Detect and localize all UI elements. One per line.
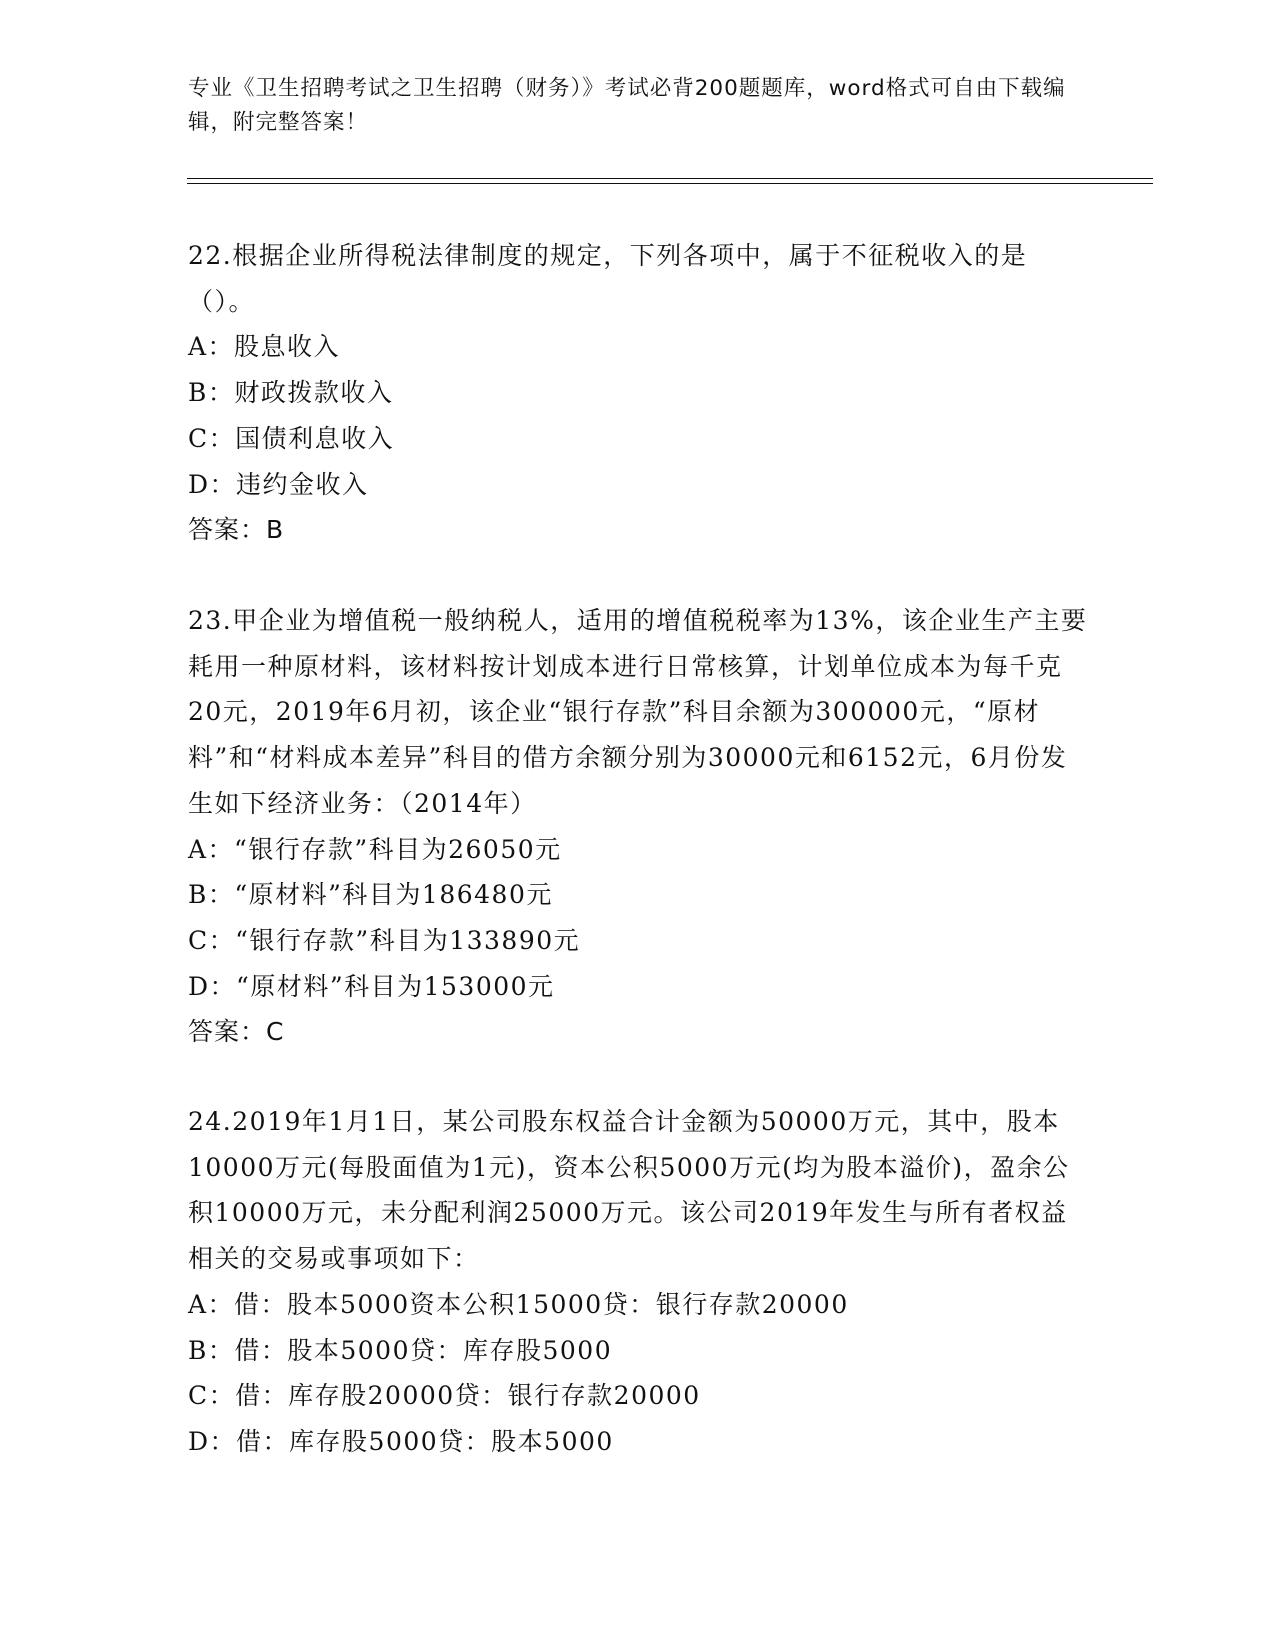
option-a: A：“银行存款”科目为26050元 (188, 834, 562, 864)
question-24 (188, 1099, 1088, 1465)
answer-line: 答案：C (188, 1017, 285, 1047)
option-c: C：借：库存股20000贷：银行存款20000 (188, 1381, 701, 1411)
option-d: D：“原材料”科目为153000元 (188, 971, 555, 1001)
option-d: D：违约金收入 (188, 469, 369, 499)
question-stem: 24.2019年1月1日，某公司股东权益合计金额为50000万元，其中，股本10000万元(每股面值为1元)，资本公积5000万元(均为股本溢价)，盈余公积10000万元，未分配利润25000万元。该公司2019年发生与所有者权益相关的交易或事项如下： (188, 1107, 1070, 1274)
option-d: D：借：库存股5000贷：股本5000 (188, 1426, 614, 1456)
option-a: A：股息收入 (188, 332, 341, 362)
option-a: A：借：股本5000资本公积15000贷：银行存款20000 (188, 1289, 849, 1319)
option-b: B：“原材料”科目为186480元 (188, 880, 553, 910)
question-stem: 22.根据企业所得税法律制度的规定，下列各项中，属于不征税收入的是（）。 (188, 241, 1028, 316)
question-22 (188, 233, 1088, 553)
option-c: C：国债利息收入 (188, 423, 395, 453)
question-23 (188, 598, 1088, 1055)
option-b: B：财政拨款收入 (188, 378, 394, 408)
answer-line: 答案：B (188, 515, 285, 545)
option-c: C：“银行存款”科目为133890元 (188, 925, 581, 955)
document-intro: 专业《卫生招聘考试之卫生招聘（财务）》考试必背200题题库，word格式可自由下载编辑，附完整答案！ (188, 76, 1066, 135)
question-stem: 23.甲企业为增值税一般纳税人，适用的增值税税率为13%，该企业生产主要耗用一种原材料，该材料按计划成本进行日常核算，计划单位成本为每千克20元，2019年6月初，该企业“银行存款”科目余额为300000元，“原材料”和“材料成本差异”科目的借方余额分别为30000元和6152元，6月份发生如下经济业务：（2014年） (188, 606, 1088, 818)
header-divider-bottom (187, 183, 1153, 184)
option-b: B：借：股本5000贷：库存股5000 (188, 1335, 613, 1365)
header-divider-top (187, 178, 1153, 179)
